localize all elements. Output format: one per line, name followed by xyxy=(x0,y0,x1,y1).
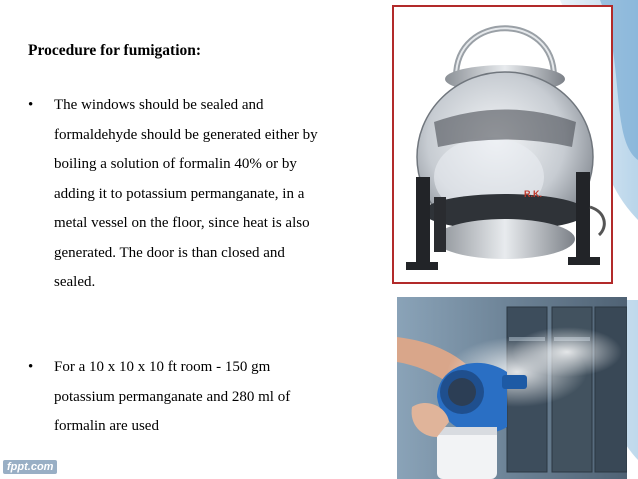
fumigator-illustration xyxy=(394,7,611,282)
bullet-line: potassium permanganate and 280 ml of xyxy=(54,388,291,405)
bullet-marker: • xyxy=(28,97,34,113)
bullet-line: sealed. xyxy=(54,274,96,290)
bullet-text xyxy=(54,353,368,442)
bullet-quantities xyxy=(28,353,368,442)
bullet-line: The windows should be sealed and xyxy=(54,97,264,113)
fppt-watermark[interactable]: fppt.com xyxy=(3,460,57,474)
bullet-line: metal vessel on the floor, since heat is also xyxy=(54,215,310,231)
bullet-line: formaldehyde should be generated either by xyxy=(54,126,318,143)
fumigator-brand-label: R.K. xyxy=(524,189,542,199)
slide-title: Procedure for fumigation: xyxy=(28,42,202,59)
sprayer-illustration xyxy=(397,297,627,479)
bullet-procedure xyxy=(28,91,368,298)
sprayer-photo xyxy=(397,297,627,479)
bullet-line: generated. The door is than closed and xyxy=(54,244,285,261)
bullet-line: boiling a solution of formalin 40% or by xyxy=(54,156,297,172)
bullet-marker: • xyxy=(28,359,34,375)
bullet-line: formalin are used xyxy=(54,418,159,434)
bullet-line: For a 10 x 10 x 10 ft room - 150 gm xyxy=(54,359,271,375)
bullet-line: adding it to potassium permanganate, in a xyxy=(54,185,305,202)
fumigator-photo xyxy=(392,5,613,284)
bullet-text xyxy=(54,91,368,298)
